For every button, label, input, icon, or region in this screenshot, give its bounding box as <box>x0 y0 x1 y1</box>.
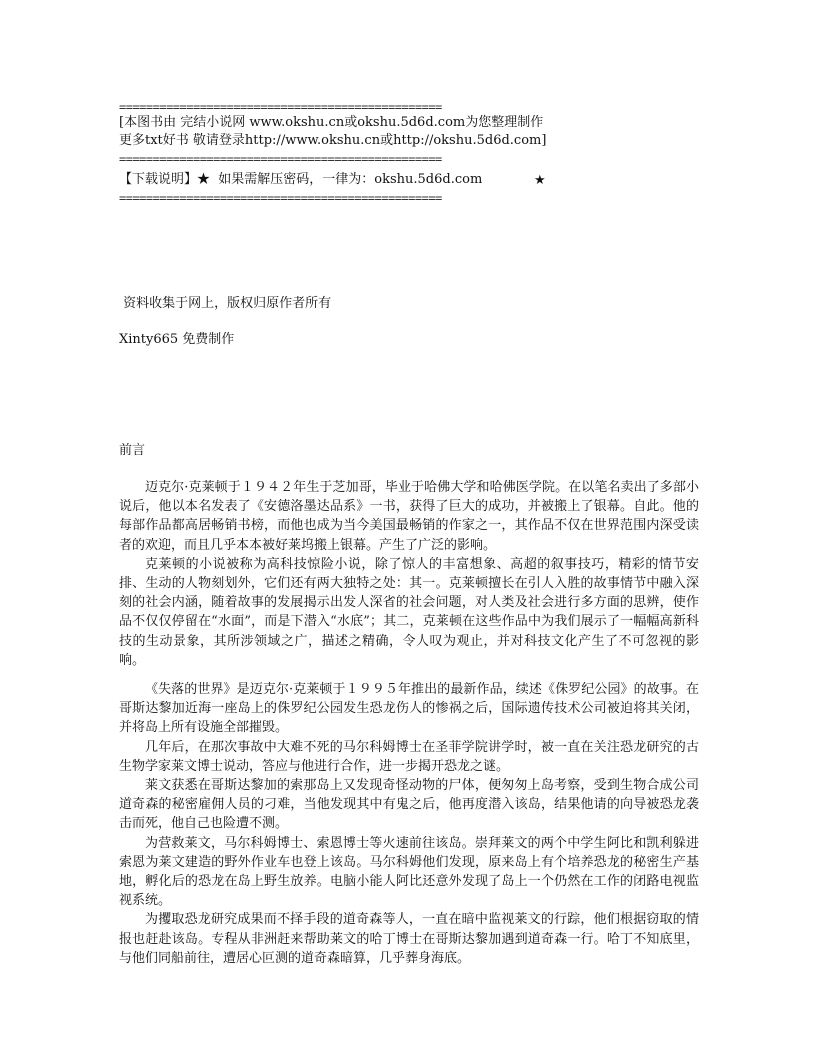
header-rule-top: ================================================ <box>119 100 442 114</box>
story-paragraph: 《失落的世界》是迈克尔·克莱顿于１９９５年推出的最新作品，续述《侏罗纪公园》的故事。在哥斯达黎加近海一座岛上的侏罗纪公园发生恐龙伤人的惨祸之后，国际遗传技术公司被迫将其关闭，并将岛上所有设施全部摧毁。 <box>119 682 699 736</box>
star-icon: ★ <box>534 173 546 188</box>
story-paragraph: 为营救莱文，马尔科姆博士、索恩博士等火速前往该岛。崇拜莱文的两个中学生阿比和凯利躲进索恩为莱文建造的野外作业车也登上该岛。马尔科姆他们发现，原来岛上有个培养恐龙的秘密生产基地，孵化后的恐龙在岛上野生放养。电脑小能人阿比还意外发现了岛上一个仍然在工作的闭路电视监视系统。 <box>119 835 699 909</box>
copyright-note: 资料收集于网上，版权归原作者所有 <box>119 296 332 311</box>
preface-body <box>119 478 699 670</box>
header-rule-middle: ================================================ <box>119 152 442 166</box>
producer-credit: Xinty665 免费制作 <box>119 332 235 347</box>
header-info-line-1: [本图书由 完结小说网 www.okshu.cn或okshu.5d6d.com为您整理制作 <box>119 115 544 130</box>
header-rule-bottom: ================================================ <box>119 191 442 205</box>
preface-paragraph: 克莱顿的小说被称为高科技惊险小说，除了惊人的丰富想象、高超的叙事技巧，精彩的情节安排、生动的人物刻划外，它们还有两大独特之处：其一。克莱顿擅长在引人入胜的故事情节中融入深刻的社会内涵，随着故事的发展揭示出发人深省的社会问题，对人类及社会进行多方面的思辨，使作品不仅仅停留在“水面”，而是下潜入“水底”；其二，克莱顿在这些作品中为我们展示了一幅幅高新科技的生动景象，其所涉领域之广，描述之精确，令人叹为观止，并对科技文化产生了不可忽视的影响。 <box>119 556 699 668</box>
story-paragraph: 莱文获悉在哥斯达黎加的索那岛上又发现奇怪动物的尸体，便匆匆上岛考察，受到生物合成公司道奇森的秘密雇佣人员的刁难，当他发现其中有鬼之后，他再度潜入该岛，结果他请的向导被恐龙袭击而死，他自己也险遭不测。 <box>119 778 699 832</box>
story-body <box>119 680 699 968</box>
story-paragraph: 为攫取恐龙研究成果而不择手段的道奇森等人，一直在暗中监视莱文的行踪，他们根据窃取的情报也赶赴该岛。专程从非洲赶来帮助莱文的哈丁博士在哥斯达黎加遇到道奇森一行。哈丁不知底里，与他们同船前往，遭居心叵测的道奇森暗算，几乎葬身海底。 <box>119 912 699 966</box>
preface-title: 前言 <box>119 443 146 458</box>
story-paragraph: 几年后，在那次事故中大难不死的马尔科姆博士在圣菲学院讲学时，被一直在关注恐龙研究的古生物学家莱文博士说动，答应与他进行合作，进一步揭开恐龙之谜。 <box>119 739 699 774</box>
download-note: 【下载说明】★ 如果需解压密码，一律为：okshu.5d6d.com <box>119 172 483 187</box>
header-info-line-2: 更多txt好书 敬请登录http://www.okshu.cn或http://okshu.5d6d.com] <box>119 133 547 148</box>
preface-paragraph: 迈克尔·克莱顿于１９４２年生于芝加哥，毕业于哈佛大学和哈佛医学院。在以笔名卖出了多部小说后，他以本名发表了《安德洛墨达品系》一书，获得了巨大的成功，并被搬上了银幕。自此。他的每部作品都高居畅销书榜，而他也成为当今美国最畅销的作家之一，其作品不仅在世界范围内深受读者的欢迎，而且几乎本本被好莱坞搬上银幕。产生了广泛的影响。 <box>119 480 699 553</box>
